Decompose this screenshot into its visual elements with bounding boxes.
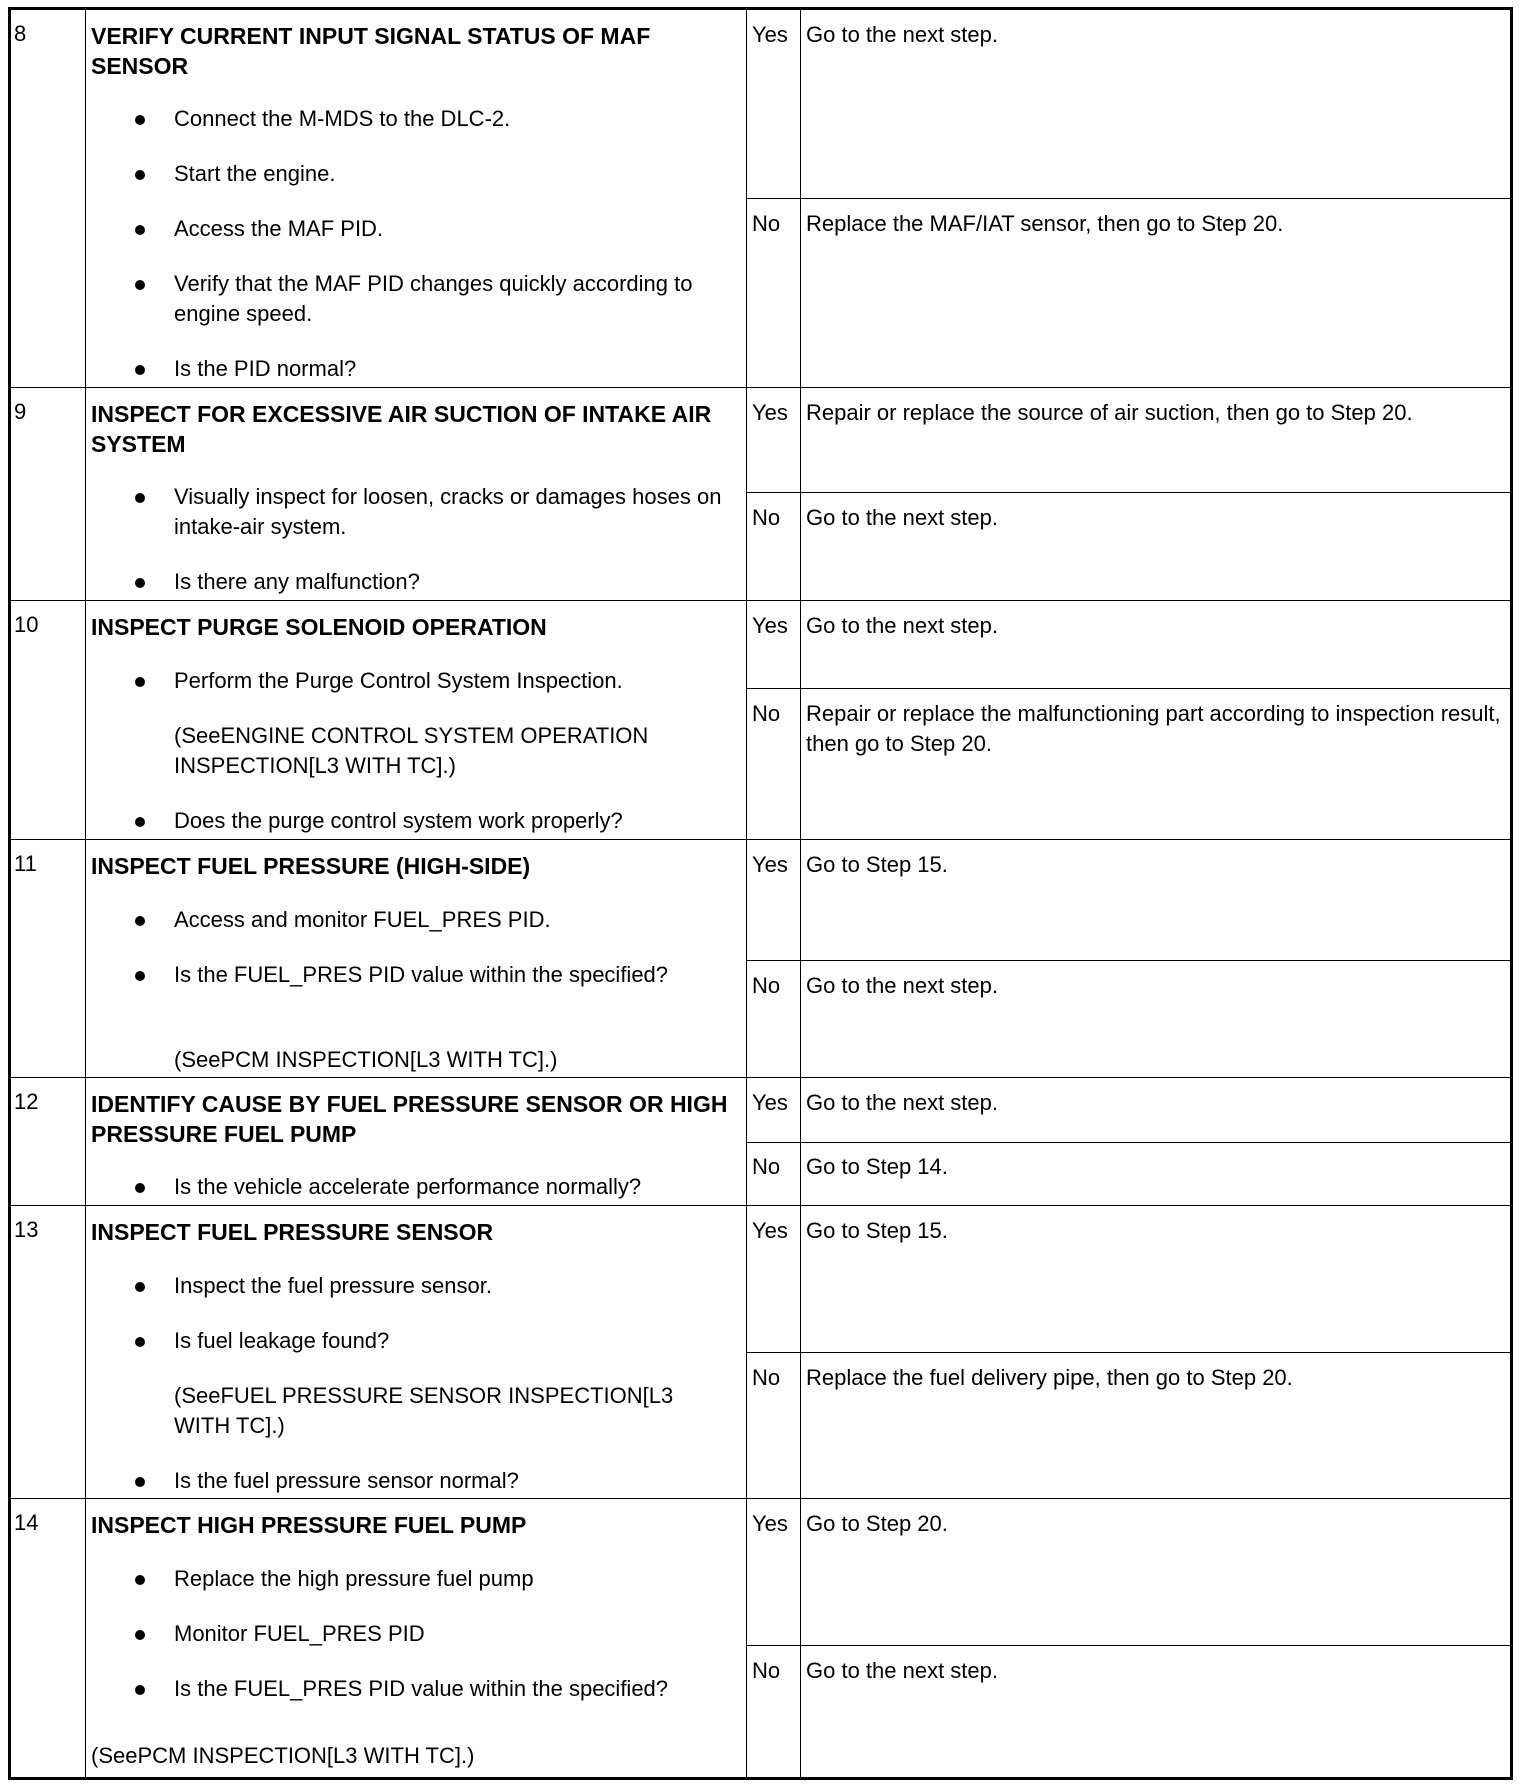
step-title: INSPECT FUEL PRESSURE (HIGH-SIDE) xyxy=(91,853,531,879)
bullet-icon xyxy=(135,280,145,290)
bullet-icon xyxy=(135,493,145,503)
reference-note: (SeePCM INSPECTION[L3 WITH TC].) xyxy=(91,1743,475,1768)
no-label: No xyxy=(752,1154,781,1179)
bullet-icon xyxy=(135,971,145,981)
table-row-step-14: 14 INSPECT HIGH PRESSURE FUEL PUMP Replace the high pressure fuel pump Monitor FUEL_PRES PID Is the FUEL_PRES PID value within the specified? (SeePCM INSPECTION[L3 WITH TC].) Yes Go to Step 20. No Go to the next step. xyxy=(11,1499,1510,1777)
bullet-icon xyxy=(135,1183,145,1193)
step-number: 9 xyxy=(14,399,27,424)
reference-note: (SeePCM INSPECTION[L3 WITH TC].) xyxy=(174,1047,558,1072)
bullet-icon xyxy=(135,1477,145,1487)
bullet-icon xyxy=(135,916,145,926)
no-action: Go to the next step. xyxy=(806,505,999,530)
step-number: 14 xyxy=(14,1510,39,1535)
bullet-icon xyxy=(135,1282,145,1292)
reference-note: (SeeENGINE CONTROL SYSTEM OPERATION INSPECTION[L3 WITH TC].) xyxy=(174,723,649,778)
no-label: No xyxy=(752,973,781,998)
bullet-icon xyxy=(135,1630,145,1640)
yes-label: Yes xyxy=(752,400,788,425)
no-action: Go to the next step. xyxy=(806,1658,999,1683)
step-title: INSPECT HIGH PRESSURE FUEL PUMP xyxy=(91,1512,527,1538)
table-row-step-12: 12 IDENTIFY CAUSE BY FUEL PRESSURE SENSOR OR HIGH PRESSURE FUEL PUMP Is the vehicle accelerate performance normally? Yes Go to the next step. No Go to Step 14. xyxy=(11,1078,1510,1206)
bullet-icon xyxy=(135,225,145,235)
table-row-step-13: 13 INSPECT FUEL PRESSURE SENSOR Inspect the fuel pressure sensor. Is fuel leakage found? (SeeFUEL PRESSURE SENSOR INSPECTION[L3 WITH TC].) Is the fuel pressure sensor normal? Yes Go to Step 15. No Replace the fuel delivery pipe, then go to Step 20. xyxy=(11,1206,1510,1499)
bullet-icon xyxy=(135,1575,145,1585)
yes-label: Yes xyxy=(752,1090,788,1115)
no-label: No xyxy=(752,1365,781,1390)
step-title: INSPECT FUEL PRESSURE SENSOR xyxy=(91,1219,494,1245)
yes-label: Yes xyxy=(752,22,788,47)
step-number: 10 xyxy=(14,612,39,637)
bullet-icon xyxy=(135,115,145,125)
yes-label: Yes xyxy=(752,1218,788,1243)
yes-action: Go to Step 15. xyxy=(806,1218,948,1243)
bullet-icon xyxy=(135,677,145,687)
bullet-icon xyxy=(135,170,145,180)
no-label: No xyxy=(752,701,781,726)
no-label: No xyxy=(752,1658,781,1683)
step-title: IDENTIFY CAUSE BY FUEL PRESSURE SENSOR OR HIGH PRESSURE FUEL PUMP xyxy=(91,1091,728,1147)
step-number: 12 xyxy=(14,1089,39,1114)
table-row-step-10: 10 INSPECT PURGE SOLENOID OPERATION Perform the Purge Control System Inspection. (SeeENGINE CONTROL SYSTEM OPERATION INSPECTION[L3 WITH TC].) Does the purge control system work properly? Yes Go to the next step. No Repair or replace the malfunctioning part according to inspection result, then go to Step 20. xyxy=(11,601,1510,840)
yes-action: Go to Step 15. xyxy=(806,852,948,877)
step-number: 13 xyxy=(14,1217,39,1242)
yes-action: Go to Step 20. xyxy=(806,1511,948,1536)
no-action: Repair or replace the malfunctioning part according to inspection result, then go to Step 20. xyxy=(806,701,1501,756)
no-action: Replace the MAF/IAT sensor, then go to Step 20. xyxy=(806,211,1284,236)
step-title: VERIFY CURRENT INPUT SIGNAL STATUS OF MAF SENSOR xyxy=(91,23,651,79)
bullet-icon xyxy=(135,578,145,588)
table-row-step-8: 8 VERIFY CURRENT INPUT SIGNAL STATUS OF MAF SENSOR Connect the M-MDS to the DLC-2. Start the engine. Access the MAF PID. Verify that the MAF PID changes quickly according to engine speed. Is the PID normal? Yes Go to the next step. No Replace the MAF/IAT sensor, then go to Step 20. xyxy=(11,10,1510,388)
step-number: 8 xyxy=(14,21,27,46)
bullet-icon xyxy=(135,1337,145,1347)
bullet-icon xyxy=(135,817,145,827)
table-row-step-11: 11 INSPECT FUEL PRESSURE (HIGH-SIDE) Access and monitor FUEL_PRES PID. Is the FUEL_PRES PID value within the specified? (SeePCM INSPECTION[L3 WITH TC].) Yes Go to Step 15. No Go to the next step. xyxy=(11,840,1510,1078)
no-label: No xyxy=(752,505,781,530)
no-action: Replace the fuel delivery pipe, then go to Step 20. xyxy=(806,1365,1293,1390)
yes-action: Go to the next step. xyxy=(806,1090,999,1115)
yes-action: Repair or replace the source of air suction, then go to Step 20. xyxy=(806,400,1413,425)
table-row-step-9: 9 INSPECT FOR EXCESSIVE AIR SUCTION OF INTAKE AIR SYSTEM Visually inspect for loosen, cracks or damages hoses on intake-air system. Is there any malfunction? Yes Repair or replace the source of air suction, then go to Step 20. No Go to the next step. xyxy=(11,388,1510,601)
yes-label: Yes xyxy=(752,852,788,877)
step-title: INSPECT FOR EXCESSIVE AIR SUCTION OF INTAKE AIR SYSTEM xyxy=(91,401,712,457)
no-action: Go to the next step. xyxy=(806,973,999,998)
troubleshooting-table xyxy=(8,7,1513,1780)
yes-label: Yes xyxy=(752,613,788,638)
step-number: 11 xyxy=(14,851,37,876)
bullet-icon xyxy=(135,365,145,375)
yes-action: Go to the next step. xyxy=(806,22,999,47)
reference-note: (SeeFUEL PRESSURE SENSOR INSPECTION[L3 WITH TC].) xyxy=(174,1383,674,1438)
yes-action: Go to the next step. xyxy=(806,613,999,638)
step-title: INSPECT PURGE SOLENOID OPERATION xyxy=(91,614,547,640)
no-action: Go to Step 14. xyxy=(806,1154,948,1179)
bullet-icon xyxy=(135,1685,145,1695)
yes-label: Yes xyxy=(752,1511,788,1536)
no-label: No xyxy=(752,211,781,236)
